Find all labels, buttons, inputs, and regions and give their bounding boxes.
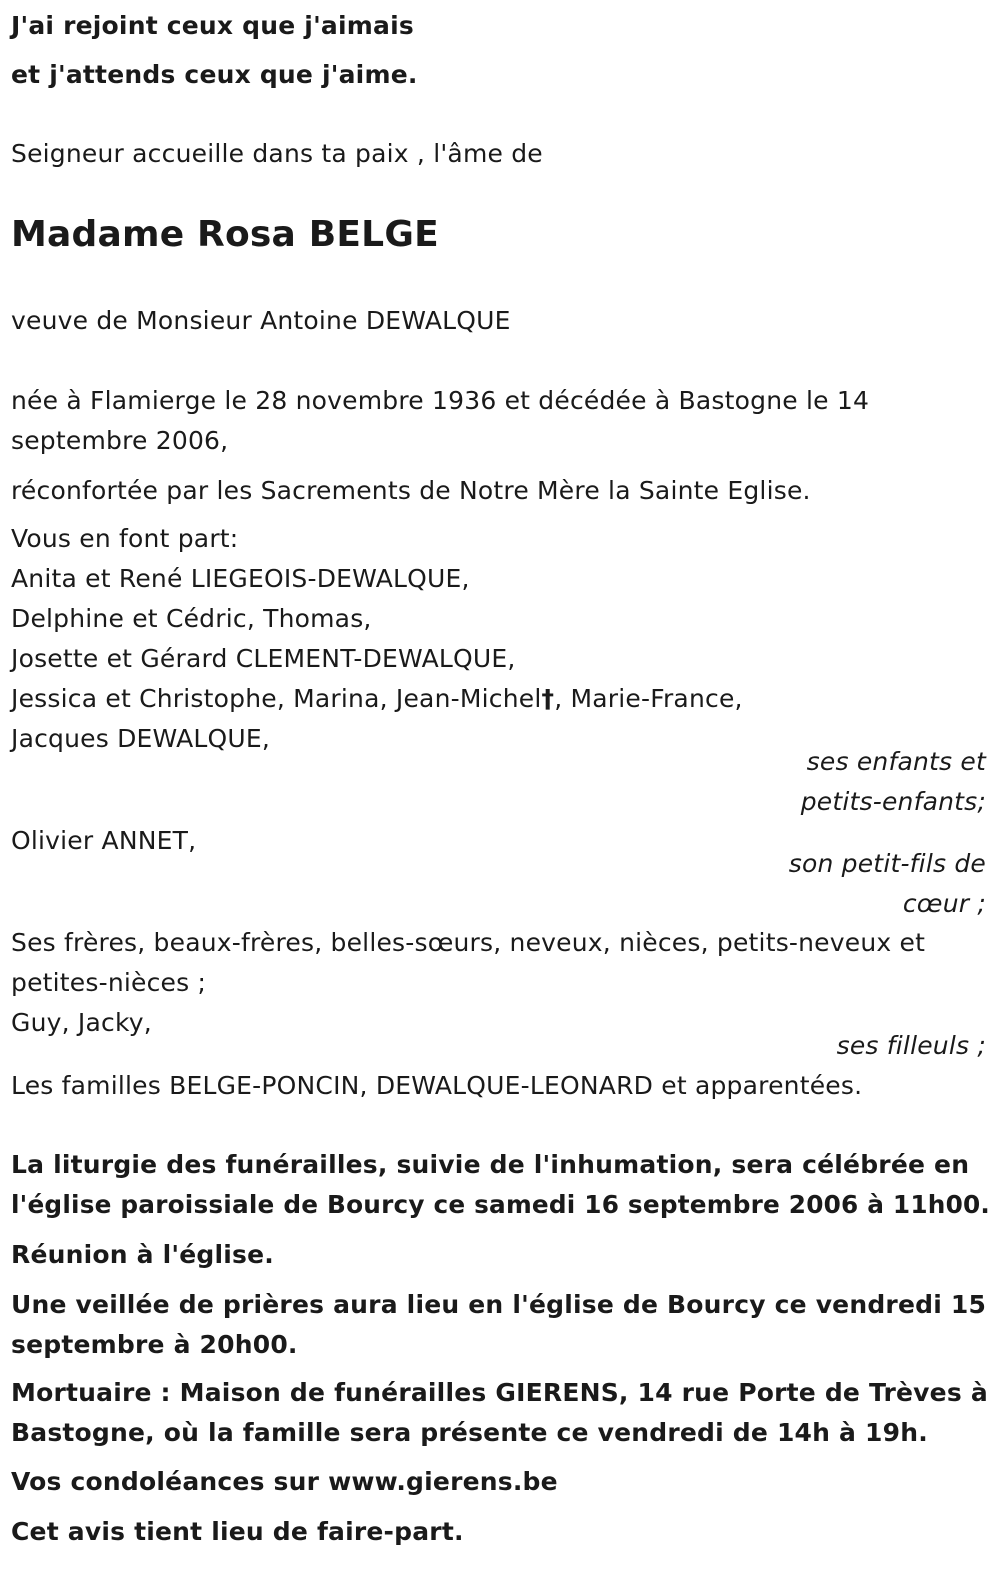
deceased-name: Madame Rosa BELGE (11, 214, 439, 255)
mortuary-line-1: Mortuaire : Maison de funérailles GIERENS, 14 rue Porte de Trèves à (11, 1378, 988, 1407)
heart-grandson: Olivier ANNET, (11, 826, 197, 855)
liturgy-line-1: La liturgie des funérailles, suivie de l'inhumation, sera célébrée en (11, 1150, 970, 1179)
family-member: Josette et Gérard CLEMENT-DEWALQUE, (11, 644, 516, 673)
epitaph-line-1: J'ai rejoint ceux que j'aimais (11, 11, 414, 40)
birth-death-line-1: née à Flamierge le 28 novembre 1936 et décédée à Bastogne le 14 (11, 386, 870, 415)
comforted-text: réconfortée par les Sacrements de Notre Mère la Sainte Eglise. (11, 476, 811, 505)
children-role-line-2: petits-enfants; (800, 787, 986, 816)
cross-icon: † (541, 684, 555, 713)
mortuary-line-2: Bastogne, où la famille sera présente ce vendredi de 14h à 19h. (11, 1418, 928, 1447)
epitaph-line-2: et j'attends ceux que j'aime. (11, 60, 418, 89)
condolences-text: Vos condoléances sur www.gierens.be (11, 1467, 558, 1496)
siblings-line-1: Ses frères, beaux-frères, belles-sœurs, neveux, nièces, petits-neveux et (11, 928, 926, 957)
siblings-line-2: petites-nièces ; (11, 968, 207, 997)
godchildren-role: ses filleuls ; (836, 1031, 986, 1060)
notice-text: Cet avis tient lieu de faire-part. (11, 1517, 464, 1546)
vigil-line-1: Une veillée de prières aura lieu en l'église de Bourcy ce vendredi 15 (11, 1290, 987, 1319)
family-member-grandchildren (11, 679, 743, 719)
heart-grandson-role-line-2: cœur ; (902, 889, 986, 918)
children-role-line-1: ses enfants et (806, 747, 986, 776)
godchildren: Guy, Jacky, (11, 1008, 152, 1037)
family-member: Anita et René LIEGEOIS-DEWALQUE, (11, 564, 470, 593)
liturgy-line-2: l'église paroissiale de Bourcy ce samedi 16 septembre 2006 à 11h00. (11, 1190, 990, 1219)
family-header: Vous en font part: (11, 524, 239, 553)
family-member: Jacques DEWALQUE, (11, 724, 271, 753)
family-member: Delphine et Cédric, Thomas, (11, 604, 372, 633)
extended-families: Les familles BELGE-PONCIN, DEWALQUE-LEONARD et apparentées. (11, 1071, 863, 1100)
grandchildren-text-end: , Marie-France, (554, 684, 743, 713)
birth-death-line-2: septembre 2006, (11, 426, 229, 455)
heart-grandson-role-line-1: son petit-fils de (788, 849, 986, 878)
widow-of: veuve de Monsieur Antoine DEWALQUE (11, 306, 511, 335)
vigil-line-2: septembre à 20h00. (11, 1330, 298, 1359)
intro-text: Seigneur accueille dans ta paix , l'âme de (11, 139, 543, 168)
meeting-text: Réunion à l'église. (11, 1240, 274, 1269)
grandchildren-text: Jessica et Christophe, Marina, Jean-Michel (11, 684, 542, 713)
